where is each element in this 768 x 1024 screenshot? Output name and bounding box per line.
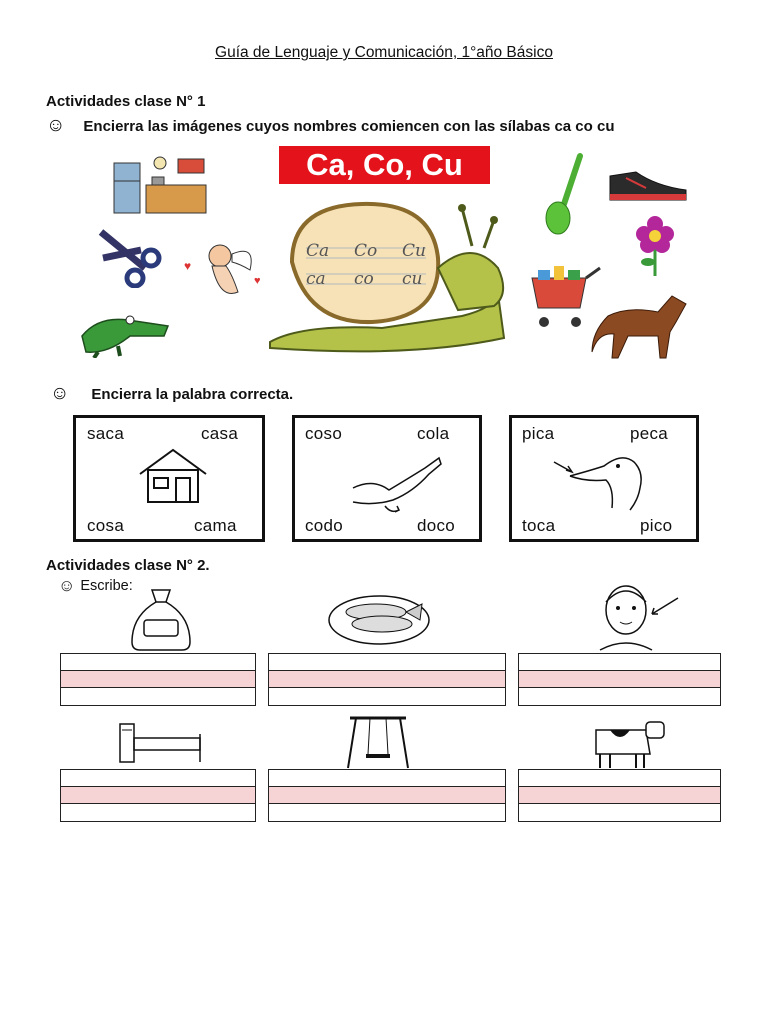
- swing-icon: [346, 714, 410, 770]
- word-option[interactable]: cosa: [87, 516, 125, 535]
- instruction-2: [50, 383, 293, 405]
- page-title: Guía de Lenguaje y Comunicación, 1°año Básico: [215, 44, 553, 61]
- word-option[interactable]: cama: [194, 516, 237, 535]
- spoon-icon: [542, 152, 588, 238]
- word-option[interactable]: codo: [305, 516, 344, 535]
- word-box-elbow: [292, 415, 482, 542]
- word-option[interactable]: pico: [640, 516, 673, 535]
- elbow-icon: [349, 448, 445, 518]
- word-box-house: [73, 415, 265, 542]
- bed-icon: [116, 720, 206, 766]
- instruction-escribe-text: Escribe:: [80, 578, 133, 594]
- instruction-1-text: Encierra las imágenes cuyos nombres comiencen con las sílabas ca co cu: [83, 117, 615, 135]
- writing-lines[interactable]: [60, 769, 256, 822]
- sack-icon: [126, 586, 196, 652]
- word-option[interactable]: saca: [87, 424, 125, 443]
- snail-syllable-3: Cu: [402, 241, 426, 261]
- writing-lines[interactable]: [268, 769, 506, 822]
- smiley-icon: ☺: [46, 115, 66, 136]
- writing-lines[interactable]: [268, 653, 506, 706]
- svg-text:♥: ♥: [254, 275, 261, 287]
- horse-icon: [588, 292, 692, 362]
- word-option[interactable]: doco: [417, 516, 456, 535]
- snail-syllable-6: cu: [402, 269, 423, 289]
- scissors-icon: [95, 228, 163, 288]
- word-option[interactable]: pica: [522, 424, 555, 443]
- snail-syllable-5: co: [354, 269, 374, 289]
- cow-icon: [590, 714, 672, 770]
- word-option[interactable]: toca: [522, 516, 556, 535]
- snail-icon: [262, 198, 512, 358]
- section-heading-clase-2: Actividades clase N° 2.: [46, 557, 210, 574]
- smiley-icon: ☺: [58, 576, 76, 595]
- syllable-banner: Ca, Co, Cu: [279, 146, 490, 184]
- word-option[interactable]: coso: [305, 424, 343, 443]
- boy-face-icon: [596, 580, 682, 652]
- duck-beak-icon: [552, 448, 662, 514]
- instruction-escribe: [58, 576, 133, 596]
- instruction-1: [46, 115, 614, 137]
- smiley-icon: ☺: [50, 383, 70, 404]
- writing-lines[interactable]: [518, 769, 721, 822]
- writing-lines[interactable]: [60, 653, 256, 706]
- word-option[interactable]: cola: [417, 424, 450, 443]
- snail-syllable-4: ca: [306, 269, 326, 289]
- snail-syllable-2: Co: [354, 241, 378, 261]
- word-box-beak: [509, 415, 699, 542]
- word-option[interactable]: casa: [201, 424, 239, 443]
- house-icon: [136, 446, 210, 506]
- word-option[interactable]: peca: [630, 424, 669, 443]
- svg-text:♥: ♥: [184, 259, 192, 273]
- cupid-icon: [180, 240, 266, 310]
- writing-lines[interactable]: [518, 653, 721, 706]
- kitchen-icon: [110, 155, 210, 217]
- instruction-2-text: Encierra la palabra correcta.: [91, 385, 294, 403]
- snail-syllable-1: Ca: [306, 241, 330, 261]
- crocodile-icon: [78, 296, 170, 358]
- section-heading-clase-1: Actividades clase N° 1: [46, 93, 206, 110]
- shoe-icon: [606, 168, 690, 206]
- fish-plate-icon: [326, 590, 432, 646]
- flower-icon: [630, 214, 680, 280]
